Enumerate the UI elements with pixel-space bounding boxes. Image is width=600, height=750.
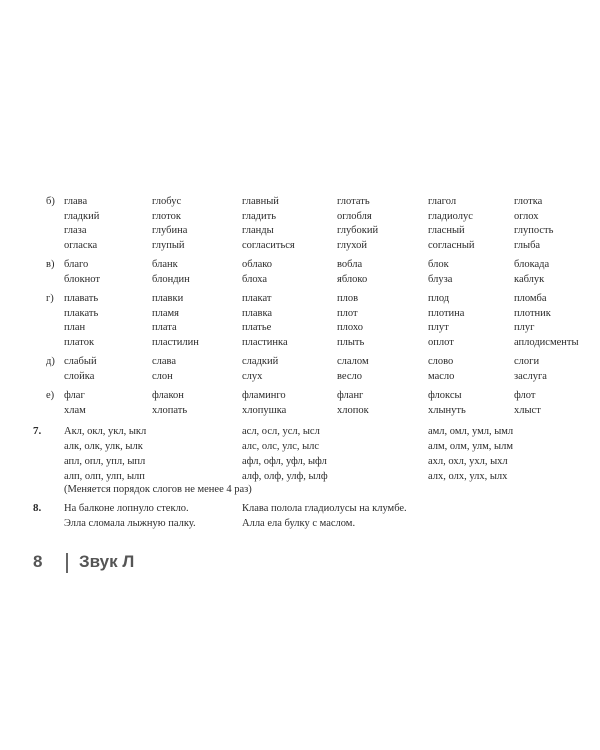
word-column	[514, 258, 549, 287]
word-column	[428, 292, 464, 350]
word: слойка	[64, 370, 95, 382]
word: слалом	[337, 356, 369, 367]
word-column	[64, 355, 97, 384]
word: плотина	[428, 307, 465, 319]
word: плавки	[152, 293, 184, 304]
word: пламя	[152, 307, 179, 319]
word-column	[152, 292, 199, 350]
word-column	[337, 355, 369, 384]
word: хлопать	[152, 404, 188, 416]
word: глубокий	[337, 225, 379, 236]
word: фламинго	[242, 390, 286, 401]
word: платок	[64, 336, 95, 348]
word: плакат	[242, 293, 272, 304]
word: слава	[152, 356, 177, 367]
word: плыть	[337, 336, 365, 348]
word: плут	[428, 322, 449, 333]
word-column	[242, 258, 272, 287]
word: пластилин	[152, 336, 199, 348]
word: сладкий	[242, 356, 279, 367]
word-column	[337, 195, 378, 253]
word: хлам	[64, 404, 86, 416]
syllable-row: алк, олк, улк, ылк	[64, 441, 143, 452]
word-column	[337, 292, 364, 350]
exercise-8-number: 8.	[33, 502, 42, 514]
syllable-row: алм, олм, улм, ылм	[428, 441, 513, 452]
word: гладить	[242, 210, 277, 222]
word: фланг	[337, 390, 364, 401]
word-column	[242, 389, 286, 418]
sentence: Элла сломала лыжную палку.	[64, 518, 196, 529]
word: оглобля	[337, 210, 372, 222]
word: хлынуть	[428, 404, 466, 416]
word: плавать	[64, 293, 99, 304]
word-column	[152, 258, 190, 287]
syllable-row: алх, олх, улх, ылх	[428, 471, 508, 482]
word: флот	[514, 390, 536, 401]
word: бланк	[152, 259, 178, 270]
word-column	[64, 389, 86, 418]
word-column	[428, 258, 452, 287]
syllable-row: асл, осл, усл, ысл	[242, 426, 320, 437]
word: яблоко	[337, 273, 368, 285]
word: глотка	[514, 196, 543, 207]
word: блокнот	[64, 273, 100, 285]
word: слух	[242, 370, 263, 382]
word: вобла	[337, 259, 363, 270]
word: оглох	[514, 210, 539, 222]
word: каблук	[514, 273, 545, 285]
word: план	[64, 322, 86, 333]
syllable-column	[242, 424, 328, 484]
word: плод	[428, 293, 450, 304]
word-column	[514, 355, 547, 384]
footer-divider	[66, 553, 68, 573]
group-letter: д)	[46, 356, 55, 367]
word: блокада	[514, 259, 550, 270]
word-column	[64, 195, 99, 253]
word-column	[428, 355, 454, 384]
word: платье	[242, 322, 272, 333]
word: глобус	[152, 196, 182, 207]
syllable-column	[64, 424, 146, 484]
word: весло	[337, 370, 362, 382]
word-column	[152, 355, 176, 384]
exercise-7-number: 7.	[33, 425, 42, 437]
group-letter: б)	[46, 196, 55, 207]
word: глубина	[152, 225, 188, 236]
word: слоги	[514, 356, 540, 367]
word: глоток	[152, 210, 181, 222]
word: пломба	[514, 293, 547, 304]
word-column	[337, 389, 369, 418]
word: оплот	[428, 336, 454, 348]
word: глотать	[337, 196, 370, 207]
word: глава	[64, 196, 88, 207]
word: глупость	[514, 225, 554, 236]
syllable-row: ахл, охл, ухл, ыхл	[428, 456, 508, 467]
word: блоха	[242, 273, 268, 285]
word: благо	[64, 259, 89, 270]
word: плакать	[64, 307, 99, 319]
word: плата	[152, 322, 177, 333]
word-column	[514, 292, 579, 350]
word-column	[242, 195, 295, 253]
word: плот	[337, 307, 358, 319]
syllable-row: алф, олф, улф, ылф	[242, 471, 328, 482]
syllable-row: алс, олс, улс, ылс	[242, 441, 320, 452]
word: хлопушка	[242, 404, 287, 416]
word: флоксы	[428, 390, 462, 401]
word: глыба	[514, 239, 541, 251]
syllable-row: алп, олп, улп, ылп	[64, 471, 145, 482]
word: заслуга	[514, 370, 547, 382]
word: согласный	[428, 239, 475, 251]
word-column	[152, 389, 187, 418]
word-column	[337, 258, 367, 287]
word: плов	[337, 293, 359, 304]
word: хлопок	[337, 404, 369, 416]
word: гланды	[242, 225, 274, 236]
syllable-row: амл, омл, умл, ымл	[428, 426, 514, 437]
word: глупый	[152, 239, 185, 251]
word: хлыст	[514, 404, 541, 416]
word-column	[428, 389, 466, 418]
word: гладкий	[64, 210, 100, 222]
word: плуг	[514, 322, 535, 333]
syllable-column	[428, 424, 513, 484]
word: плотник	[514, 307, 551, 319]
word-column	[428, 195, 475, 253]
word: глаза	[64, 225, 87, 236]
group-letter: е)	[46, 390, 55, 401]
word: блуза	[428, 273, 453, 285]
syllable-row: Акл, окл, укл, ыкл	[64, 426, 147, 437]
word: блондин	[152, 273, 190, 285]
word: флакон	[152, 390, 184, 401]
sentence: Алла ела булку с маслом.	[242, 518, 356, 529]
group-letter: г)	[46, 293, 54, 304]
word: пластинка	[242, 336, 288, 348]
word: флаг	[64, 390, 85, 401]
syllable-row: апл, опл, упл, ыпл	[64, 456, 146, 467]
word-column	[152, 195, 187, 253]
sentence: Клава полола гладиолусы на клумбе.	[242, 503, 407, 514]
word-column	[514, 389, 541, 418]
word: плохо	[337, 322, 363, 333]
word: глухой	[337, 239, 367, 251]
syllable-row: афл, офл, уфл, ыфл	[242, 456, 327, 467]
exercise-7-note: (Меняется порядок слогов не менее 4 раз)	[64, 484, 252, 495]
group-letter: в)	[46, 259, 55, 270]
word: глагол	[428, 196, 457, 207]
word: огласка	[64, 239, 98, 251]
word: гладиолус	[428, 210, 473, 222]
word: плавка	[242, 307, 273, 319]
word: гласный	[428, 225, 465, 236]
word: слово	[428, 356, 454, 367]
word-column	[514, 195, 553, 253]
word-column	[64, 292, 98, 350]
word: главный	[242, 196, 279, 207]
word-column	[64, 258, 100, 287]
word: масло	[428, 370, 455, 382]
word-column	[242, 292, 288, 350]
word: согласиться	[242, 239, 295, 251]
word: блок	[428, 259, 449, 270]
page-number: 8	[33, 552, 43, 571]
word: слон	[152, 370, 173, 382]
section-title: Звук Л	[79, 552, 135, 571]
word: слабый	[64, 356, 97, 367]
word-column	[242, 355, 278, 384]
sentence: На балконе лопнуло стекло.	[64, 503, 189, 514]
word: аплодисменты	[514, 336, 579, 348]
word: облако	[242, 259, 273, 270]
